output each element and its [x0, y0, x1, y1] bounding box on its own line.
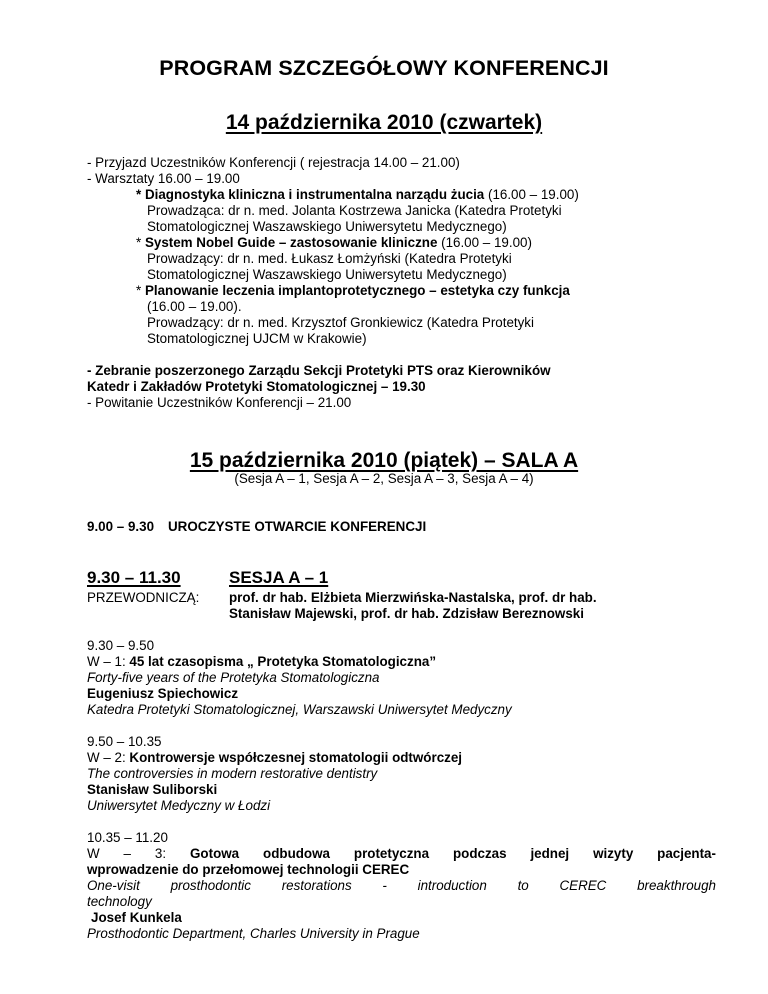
meeting-line-1: - Zebranie poszerzonego Zarządu Sekcji Protetyki PTS oraz Kierowników: [87, 363, 551, 378]
opening-title: UROCZYSTE OTWARCIE KONFERENCJI: [168, 519, 427, 534]
workshop-3-lead-1: Prowadzący: dr n. med. Krzysztof Gronkiewicz (Katedra Protetyki: [147, 315, 534, 330]
talk-3-affiliation: Prosthodontic Department, Charles University in Prague: [87, 926, 420, 941]
workshop-2-title: System Nobel Guide – zastosowanie kliniczne: [144, 235, 438, 250]
talk-3-time: 10.35 – 11.20: [87, 830, 168, 845]
workshop-3-title: Planowanie leczenia implantoprotetycznego – estetyka czy funkcja: [144, 283, 570, 298]
talk-3-title-line-2: wprowadzenie do przełomowej technologii CEREC: [87, 862, 410, 877]
document-title: PROGRAM SZCZEGÓŁOWY KONFERENCJI: [159, 56, 609, 80]
talk-2-time: 9.50 – 10.35: [87, 734, 162, 749]
chairs-label: PRZEWODNICZĄ:: [87, 590, 200, 605]
workshop-2-lead-1: Prowadzący: dr n. med. Łukasz Łomżyński (Katedra Protetyki: [147, 251, 512, 266]
workshop-1-title-line: [136, 187, 579, 203]
talk-2-affiliation: Uniwersytet Medyczny w Łodzi: [87, 798, 271, 813]
talk-2-english-title: The controversies in modern restorative dentistry: [87, 766, 378, 781]
meeting-line-2: Katedr i Zakładów Protetyki Stomatologicznej – 19.30: [87, 379, 426, 394]
talk-1-english-title: Forty-five years of the Protetyka Stomatologiczna: [87, 670, 380, 685]
session-time: 9.30 – 11.30: [87, 568, 181, 587]
talk-1-title-line: [87, 654, 436, 670]
session-name: SESJA A – 1: [229, 568, 329, 587]
welcome-line: - Powitanie Uczestników Konferencji – 21.00: [87, 395, 352, 410]
arrival-line: - Przyjazd Uczestników Konferencji ( rejestracja 14.00 – 21.00): [87, 155, 460, 170]
workshop-2-title-line: [136, 235, 532, 251]
workshop-3-lead-2: Stomatologicznej UJCM w Krakowie): [147, 331, 367, 346]
talk-2-title: Kontrowersje współczesnej stomatologii odtwórczej: [129, 750, 463, 765]
workshop-1-lead-2: Stomatologicznej Waszawskiego Uniwersytetu Medycznego): [147, 219, 507, 234]
workshop-1-title: Diagnostyka kliniczna i instrumentalna narządu żucia: [144, 187, 485, 202]
talk-1-code: W – 1:: [87, 654, 130, 669]
talk-1-speaker: Eugeniusz Spiechowicz: [87, 686, 239, 701]
talk-1-affiliation: Katedra Protetyki Stomatologicznej, Warszawski Uniwersytet Medyczny: [87, 702, 512, 717]
talk-2-title-line: [87, 750, 462, 766]
workshop-1-lead-1: Prowadząca: dr n. med. Jolanta Kostrzewa Janicka (Katedra Protetyki: [147, 203, 562, 218]
workshop-2-time: (16.00 – 19.00): [437, 235, 532, 250]
day2-heading: 15 października 2010 (piątek) – SALA A: [189, 449, 579, 472]
chairs-line-1: prof. dr hab. Elżbieta Mierzwińska-Nastalska, prof. dr hab.: [229, 590, 597, 605]
talk-2-speaker: Stanisław Suliborski: [87, 782, 218, 797]
workshop-3-title-line: [136, 283, 570, 299]
workshop-1-time: (16.00 – 19.00): [484, 187, 579, 202]
workshop-2-prefix: *: [136, 235, 145, 250]
opening-time: 9.00 – 9.30: [87, 519, 155, 534]
talk-1-time: 9.30 – 9.50: [87, 638, 155, 653]
workshop-2-lead-2: Stomatologicznej Waszawskiego Uniwersytetu Medycznego): [147, 267, 507, 282]
talk-3-title-line-1: [87, 846, 716, 862]
sessions-note: (Sesja A – 1, Sesja A – 2, Sesja A – 3, Sesja A – 4): [234, 471, 534, 486]
workshops-line: - Warsztaty 16.00 – 19.00: [87, 171, 240, 186]
chairs-line-2: Stanisław Majewski, prof. dr hab. Zdzisław Bereznowski: [229, 606, 584, 621]
talk-3-speaker: Josef Kunkela: [91, 910, 182, 925]
opening-line: [87, 519, 426, 535]
day1-heading: 14 października 2010 (czwartek): [225, 111, 543, 134]
workshop-1-prefix: *: [136, 187, 145, 202]
talk-3-code: W – 3:: [87, 846, 167, 861]
talk-1-title: 45 lat czasopisma „ Protetyka Stomatologiczna”: [129, 654, 437, 669]
talk-2-code: W – 2:: [87, 750, 130, 765]
talk-3-english-title-2: technology: [87, 894, 152, 909]
workshop-3-time: (16.00 – 19.00).: [147, 299, 242, 314]
talk-3-english-title-1: One-visit prosthodontic restorations - introduction to CEREC breakthrough: [87, 878, 716, 893]
talk-3-title-1: Gotowa odbudowa protetyczna podczas jednej wizyty pacjenta-: [190, 846, 716, 861]
workshop-3-prefix: *: [136, 283, 145, 298]
